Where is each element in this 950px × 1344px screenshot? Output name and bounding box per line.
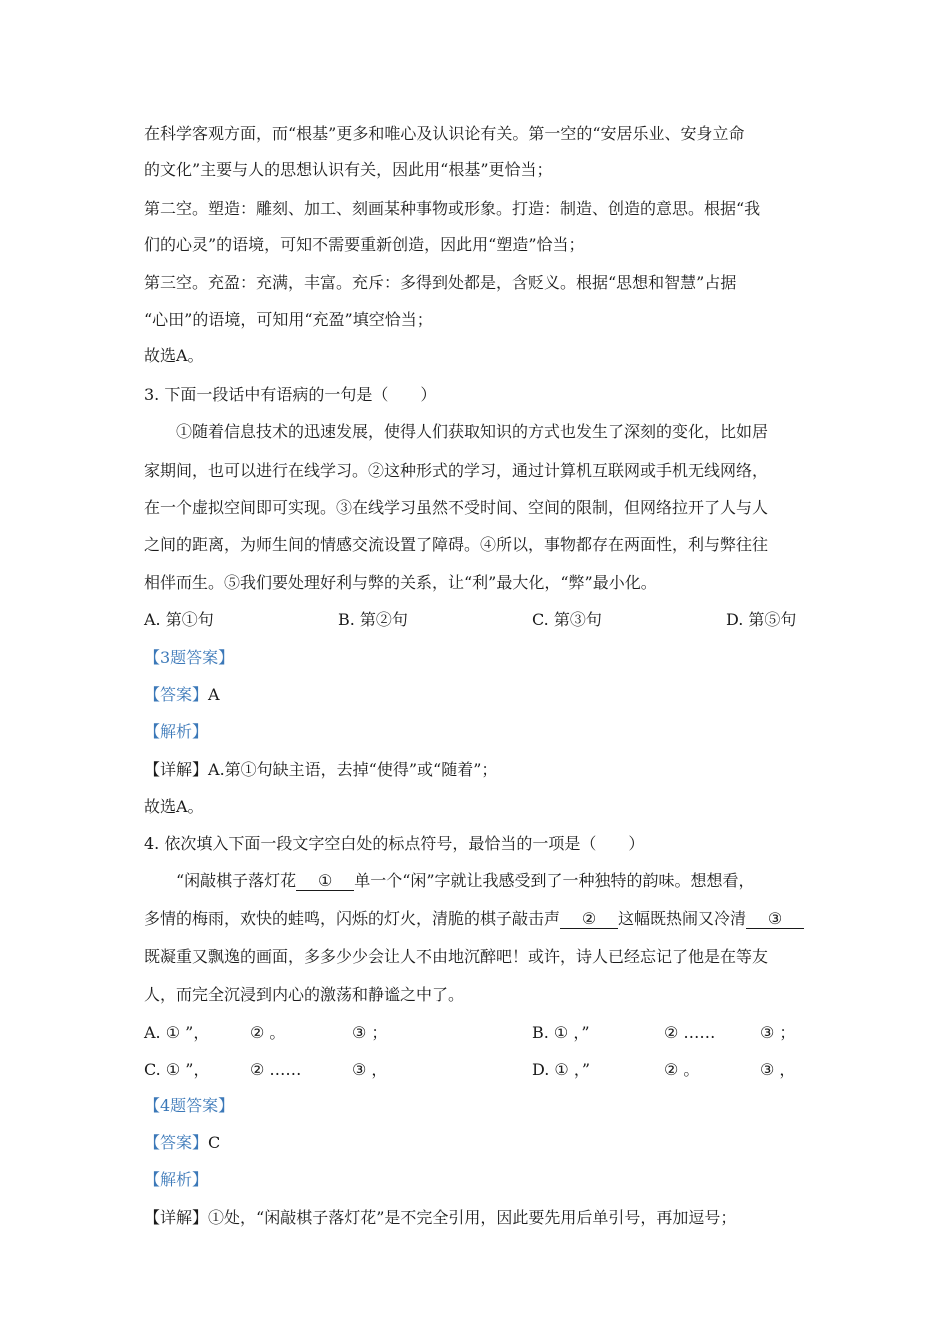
passage-line: 人，而完全沉浸到内心的激荡和静谧之中了。 xyxy=(144,985,465,1004)
conclusion: 故选A。 xyxy=(144,797,204,816)
passage-text: “闲敲棋子落灯花 xyxy=(176,871,297,890)
text-line: 的文化”主要与人的思想认识有关，因此用“根基”更恰当； xyxy=(144,160,553,179)
passage-line xyxy=(176,870,755,892)
option-a-p2: ② 。 xyxy=(250,1023,286,1042)
answer-line xyxy=(144,684,220,706)
passage-text: 单一个“闲”字就让我感受到了一种独特的韵味。想想看， xyxy=(354,871,755,890)
option-a-p3: ③ ； xyxy=(352,1023,388,1042)
text-line: 在科学客观方面，而“根基”更多和唯心及认识论有关。第一空的“安居乐业、安身立命 xyxy=(144,124,745,143)
answer-value: C xyxy=(208,1133,221,1152)
question-3-stem: 3. 下面一段话中有语病的一句是（ ） xyxy=(144,385,437,404)
detail-line xyxy=(144,759,497,781)
detail-text: ①处，“闲敲棋子落灯花”是不完全引用，因此要先用后单引号，再加逗号； xyxy=(208,1208,737,1227)
passage-line: 在一个虚拟空间即可实现。③在线学习虽然不受时间、空间的限制，但网络拉开了人与人 xyxy=(144,498,769,517)
text-line: 们的心灵”的语境，可知不需要重新创造，因此用“塑造”恰当； xyxy=(144,235,585,254)
passage-line: 家期间，也可以进行在线学习。②这种形式的学习，通过计算机互联网或手机无线网络， xyxy=(144,461,769,480)
passage-text: 这幅既热闹又冷清 xyxy=(618,909,747,928)
option-c-p2: ② …… xyxy=(250,1060,302,1079)
option-d-p1: D. ① ，” xyxy=(532,1060,591,1079)
analysis-tag: 【解析】 xyxy=(144,722,209,741)
blank-1: ① xyxy=(296,872,354,891)
answer-value: A xyxy=(208,685,220,704)
option-a-p1: A. ① ”， xyxy=(144,1023,210,1042)
option-c-p1: C. ① ”， xyxy=(144,1060,210,1079)
option-c: C. 第③句 xyxy=(532,610,602,629)
passage-line: ①随着信息技术的迅速发展，使得人们获取知识的方式也发生了深刻的变化，比如居 xyxy=(176,422,769,441)
option-b: B. 第②句 xyxy=(338,610,408,629)
answer-tag: 【答案】 xyxy=(144,1133,209,1152)
option-a: A. 第①句 xyxy=(144,610,214,629)
text-line: 第二空。塑造：雕刻、加工、刻画某种事物或形象。打造：制造、创造的意思。根据“我 xyxy=(144,199,761,218)
passage-line xyxy=(144,908,804,930)
option-d-p2: ② 。 xyxy=(664,1060,700,1079)
option-c-p3: ③ ， xyxy=(352,1060,388,1079)
text-line: 故选A。 xyxy=(144,346,204,365)
passage-text: 多情的梅雨，欢快的蛙鸣，闪烁的灯火，清脆的棋子敲击声 xyxy=(144,909,561,928)
analysis-tag: 【解析】 xyxy=(144,1170,209,1189)
answer-tag: 【答案】 xyxy=(144,685,209,704)
option-b-p3: ③ ； xyxy=(760,1023,796,1042)
passage-line: 既凝重又飘逸的画面，多多少少会让人不由地沉醉吧！或许，诗人已经忘记了他是在等友 xyxy=(144,947,769,966)
option-d-p3: ③ ， xyxy=(760,1060,796,1079)
text-line: 第三空。充盈：充满，丰富。充斥：多得到处都是，含贬义。根据“思想和智慧”占据 xyxy=(144,273,737,292)
answer-header: 【4题答案】 xyxy=(144,1096,235,1115)
answer-header: 【3题答案】 xyxy=(144,648,235,667)
blank-3: ③ xyxy=(746,910,804,929)
passage-line: 之间的距离，为师生间的情感交流设置了障碍。④所以，事物都存在两面性，利与弊往往 xyxy=(144,535,769,554)
detail-text: A.第①句缺主语，去掉“使得”或“随着”； xyxy=(208,760,498,779)
option-d: D. 第⑤句 xyxy=(726,610,797,629)
text-line: “心田”的语境，可知用“充盈”填空恰当； xyxy=(144,310,433,329)
answer-line xyxy=(144,1132,220,1154)
question-4-stem: 4. 依次填入下面一段文字空白处的标点符号，最恰当的一项是（ ） xyxy=(144,834,645,853)
option-b-p1: B. ① ，” xyxy=(532,1023,590,1042)
passage-line: 相伴而生。⑤我们要处理好利与弊的关系，让“利”最大化，“弊”最小化。 xyxy=(144,573,657,592)
detail-line xyxy=(144,1207,736,1229)
blank-2: ② xyxy=(560,910,618,929)
detail-tag: 【详解】 xyxy=(144,760,209,779)
option-b-p2: ② …… xyxy=(664,1023,716,1042)
detail-tag: 【详解】 xyxy=(144,1208,209,1227)
